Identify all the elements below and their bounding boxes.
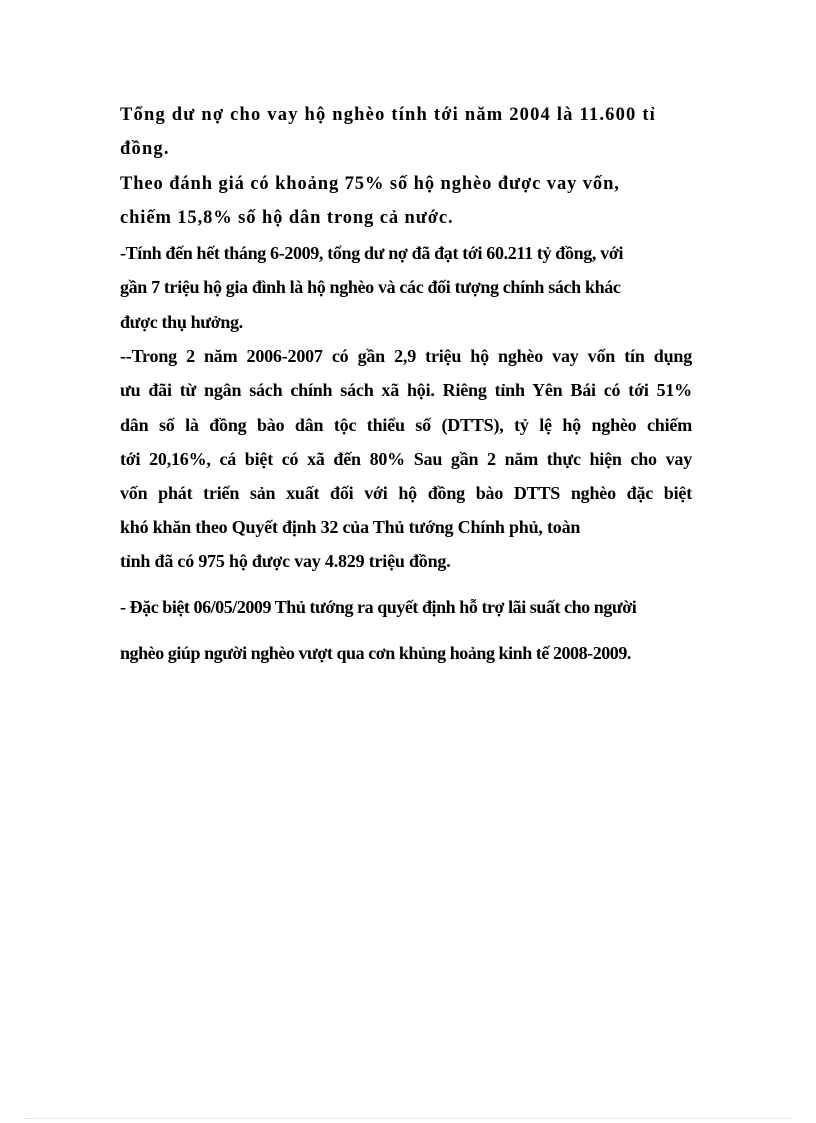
text-line: -Tính đến hết tháng 6-2009, tổng dư nợ đã đạt tới 60.211 tỷ đồng, với [120, 243, 624, 263]
text-line: đồng. [120, 139, 170, 159]
text-line: --Trong 2 năm 2006-2007 có gần 2,9 triệu hộ nghèo vay vốn tín dụng [120, 346, 692, 366]
text-line: được thụ hưởng. [120, 312, 243, 332]
text-line: nghèo giúp người nghèo vượt qua cơn khủng hoảng kinh tế 2008-2009. [120, 643, 631, 663]
text-line: tới 20,16%, cá biệt có xã đến 80% Sau gần 2 năm thực hiện cho vay [120, 449, 692, 469]
text-line: gần 7 triệu hộ gia đình là hộ nghèo và các đối tượng chính sách khác [120, 277, 621, 297]
text-line: ưu đãi từ ngân sách chính sách xã hội. Riêng tỉnh Yên Bái có tới 51% [120, 380, 692, 400]
page-bottom-divider [24, 1118, 792, 1119]
text-line: chiếm 15,8% số hộ dân trong cả nước. [120, 208, 454, 228]
text-line: Tổng dư nợ cho vay hộ nghèo tính tới năm 2004 là 11.600 tỉ [120, 105, 657, 125]
text-line: - Đặc biệt 06/05/2009 Thủ tướng ra quyết định hỗ trợ lãi suất cho người [120, 597, 637, 617]
text-line: vốn phát triển sản xuất đối với hộ đồng bào DTTS nghèo đặc biệt [120, 483, 692, 503]
text-line: dân số là đồng bào dân tộc thiểu số (DTTS), tỷ lệ hộ nghèo chiếm [120, 415, 692, 435]
text-line: tỉnh đã có 975 hộ được vay 4.829 triệu đồng. [120, 551, 451, 571]
text-line: Theo đánh giá có khoảng 75% số hộ nghèo được vay vốn, [120, 174, 620, 194]
text-line: khó khăn theo Quyết định 32 của Thủ tướng Chính phủ, toàn [120, 517, 581, 537]
